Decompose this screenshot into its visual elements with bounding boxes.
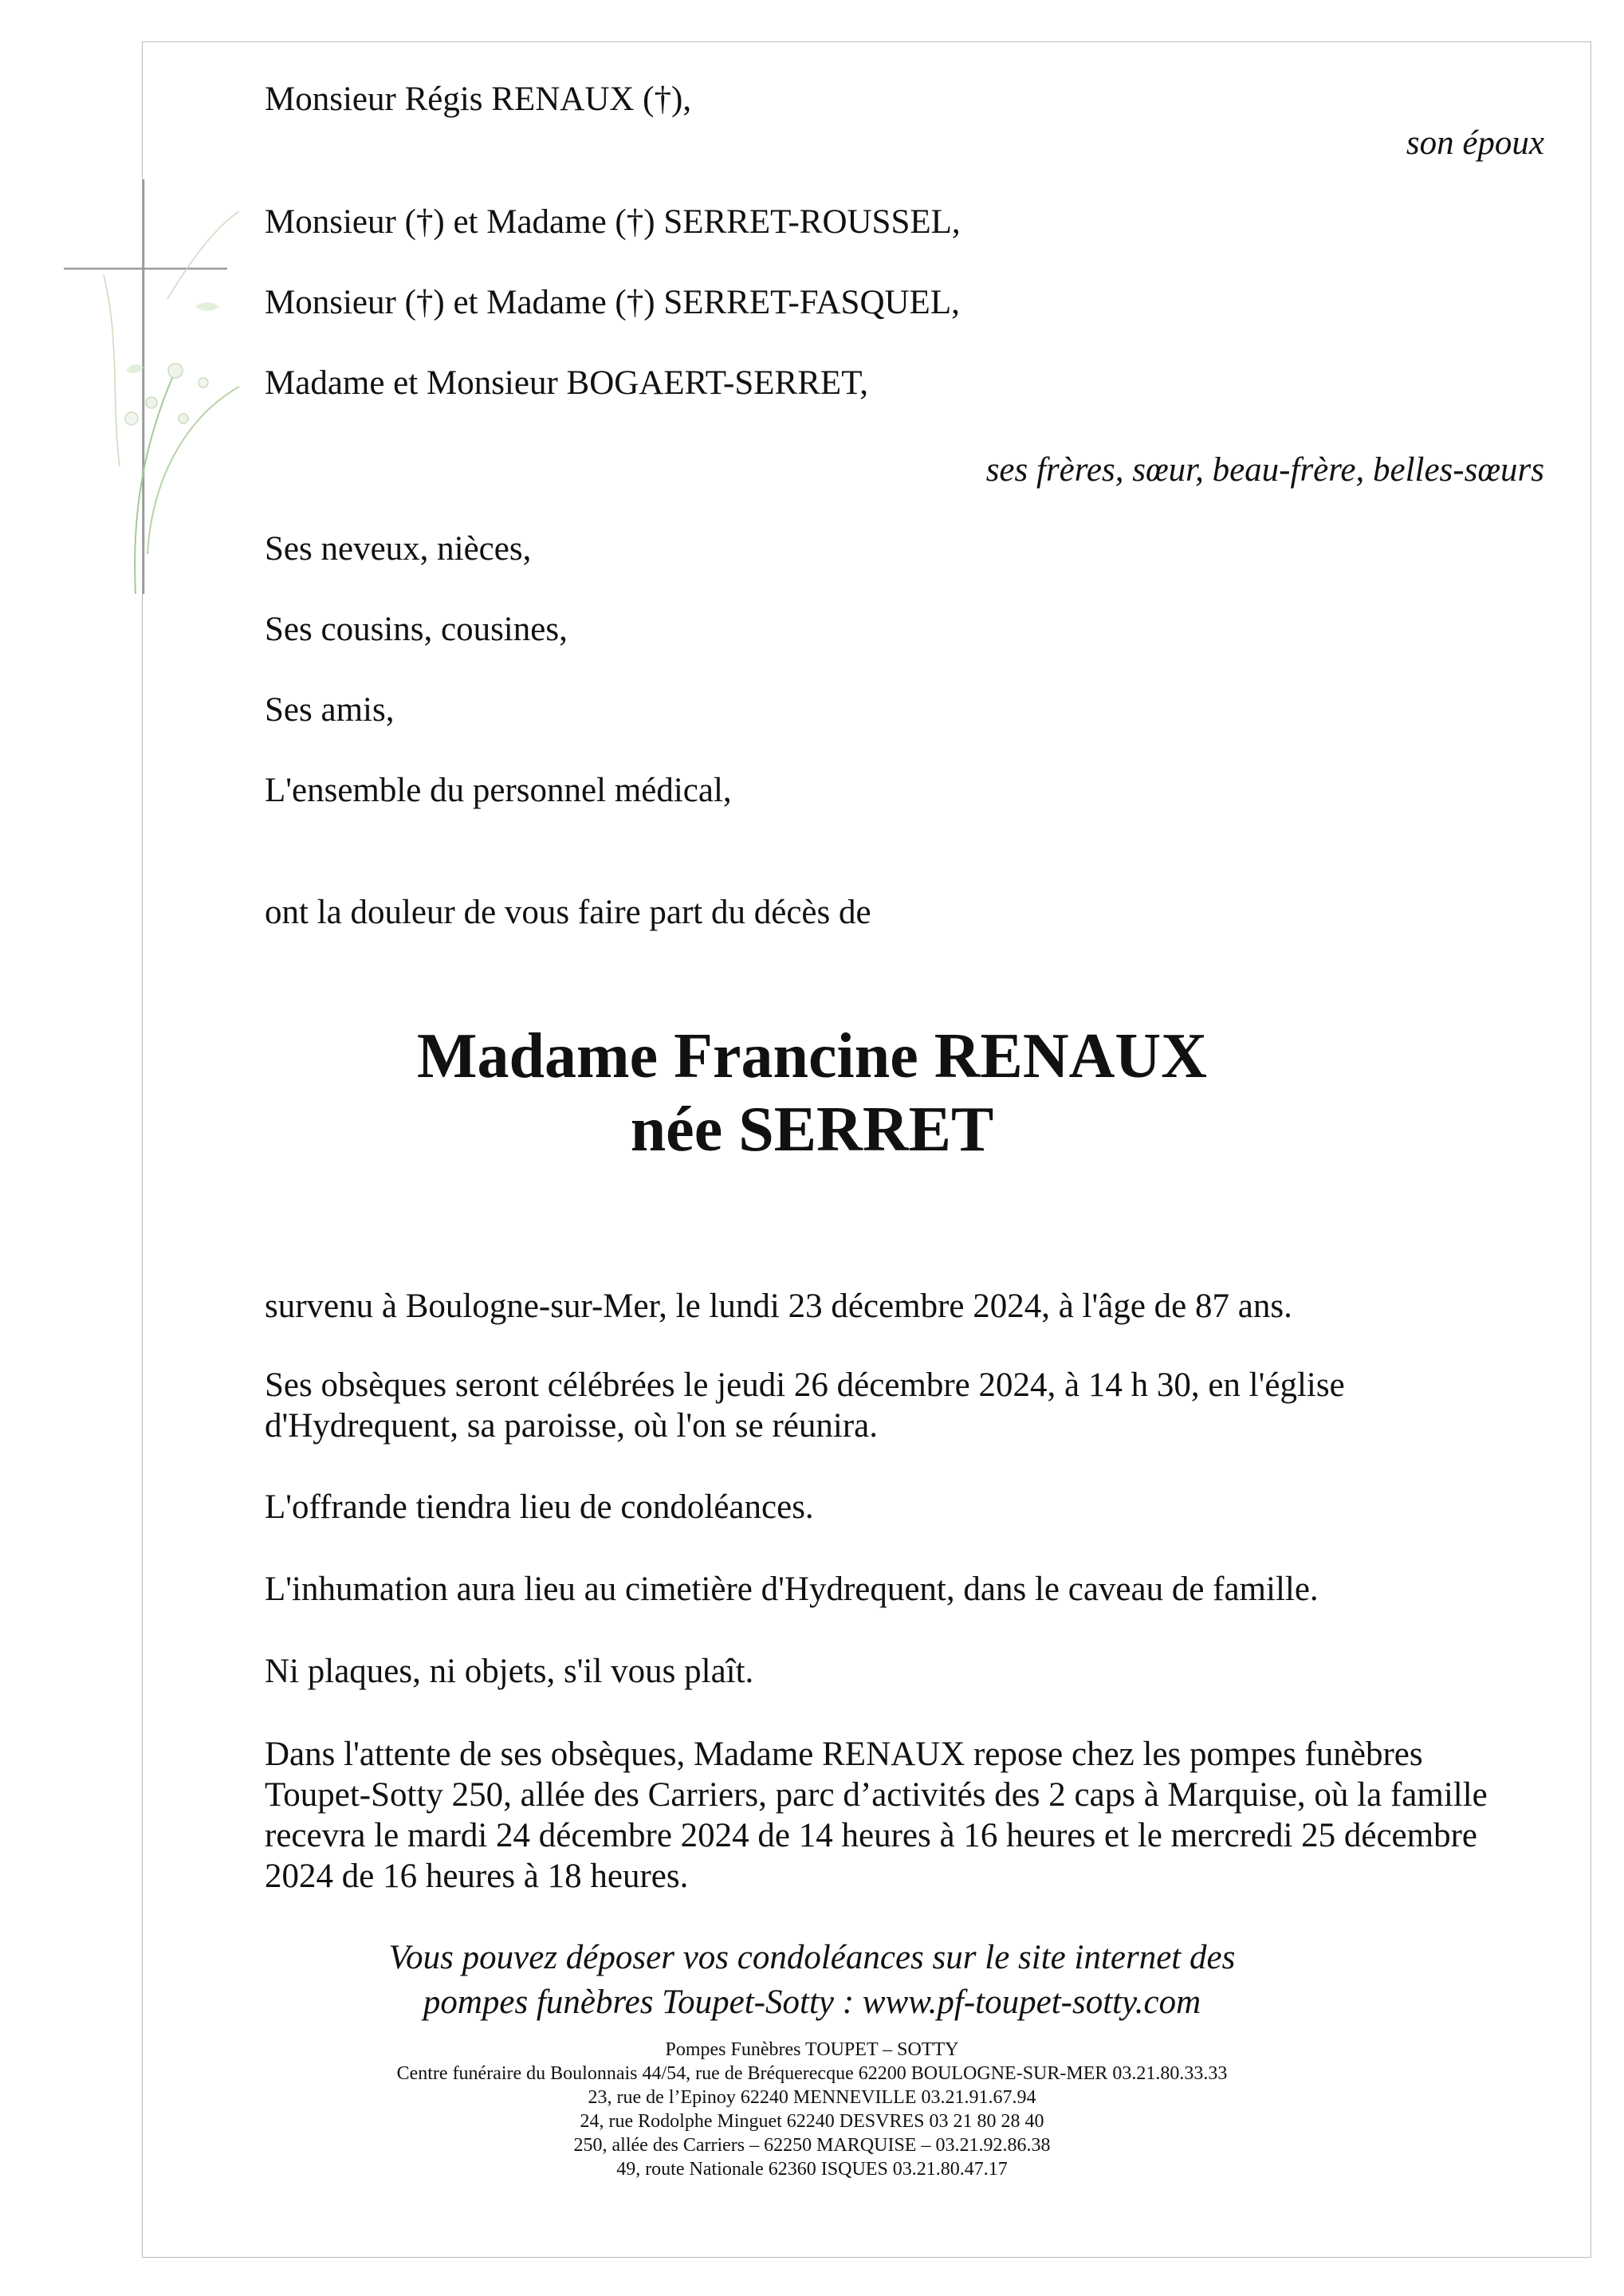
deceased-name: Madame Francine RENAUX xyxy=(417,1021,1207,1091)
burial-info: L'inhumation aura lieu au cimetière d'Hydrequent, dans le caveau de famille. xyxy=(265,1571,1319,1608)
relatives-line-3: Ses amis, xyxy=(265,691,395,729)
relatives-line-4: L'ensemble du personnel médical, xyxy=(265,772,732,809)
husband-line: Monsieur Régis RENAUX (†), xyxy=(265,81,692,118)
relatives-line-1: Ses neveux, nièces, xyxy=(265,530,532,568)
footer-line-1: Pompes Funèbres TOUPET – SOTTY xyxy=(665,2039,959,2060)
death-info: survenu à Boulogne-sur-Mer, le lundi 23 décembre 2024, à l'âge de 87 ans. xyxy=(265,1288,1292,1325)
funeral-info: Ses obsèques seront célébrées le jeudi 26 décembre 2024, à 14 h 30, en l'église d'Hydrequent, sa paroisse, où l'on se réunira. xyxy=(265,1366,1345,1445)
footer-line-2: Centre funéraire du Boulonnais 44/54, rue de Bréquerecque 62200 BOULOGNE-SUR-MER 03.21.80.33.33 xyxy=(396,2063,1228,2084)
visitation-info: Dans l'attente de ses obsèques, Madame RENAUX repose chez les pompes funèbres Toupet-Sotty 250, allée des Carriers, parc d’activités des 2 caps à Marquise, où la famille recevra le mardi 24 décembre 2024 de 14 heures à 16 heures et le mercredi 25 décembre 2024 de 16 heures à 18 heures. xyxy=(265,1736,1488,1895)
footer-line-4: 24, rue Rodolphe Minguet 62240 DESVRES 03 21 80 28 40 xyxy=(580,2111,1044,2132)
relatives-line-2: Ses cousins, cousines, xyxy=(265,611,568,648)
deceased-maiden-name: née SERRET xyxy=(630,1095,994,1165)
condolences-line-2: pompes funèbres Toupet-Sotty : www.pf-toupet-sotty.com xyxy=(423,1983,1201,2021)
sibling-line-1: Monsieur (†) et Madame (†) SERRET-ROUSSEL, xyxy=(265,203,961,241)
sibling-line-3: Madame et Monsieur BOGAERT-SERRET, xyxy=(265,364,869,402)
offering-info: L'offrande tiendra lieu de condoléances. xyxy=(265,1488,814,1526)
footer-line-6: 49, route Nationale 62360 ISQUES 03.21.80.47.17 xyxy=(616,2159,1008,2180)
footer-line-5: 250, allée des Carriers – 62250 MARQUISE – 03.21.92.86.38 xyxy=(573,2135,1051,2156)
announcement: ont la douleur de vous faire part du décès de xyxy=(265,894,871,931)
funeral-home-footer xyxy=(0,2038,1624,2181)
no-plaques-info: Ni plaques, ni objets, s'il vous plaît. xyxy=(265,1653,754,1690)
footer-line-3: 23, rue de l’Epinoy 62240 MENNEVILLE 03.21.91.67.94 xyxy=(588,2087,1036,2108)
cross-and-lily-decoration xyxy=(56,179,239,602)
husband-relation: son époux xyxy=(1406,124,1544,162)
sibling-line-2: Monsieur (†) et Madame (†) SERRET-FASQUEL, xyxy=(265,284,960,321)
siblings-relation: ses frères, sœur, beau-frère, belles-sœurs xyxy=(985,451,1544,489)
condolences-line-1: Vous pouvez déposer vos condoléances sur le site internet des xyxy=(388,1939,1236,1976)
